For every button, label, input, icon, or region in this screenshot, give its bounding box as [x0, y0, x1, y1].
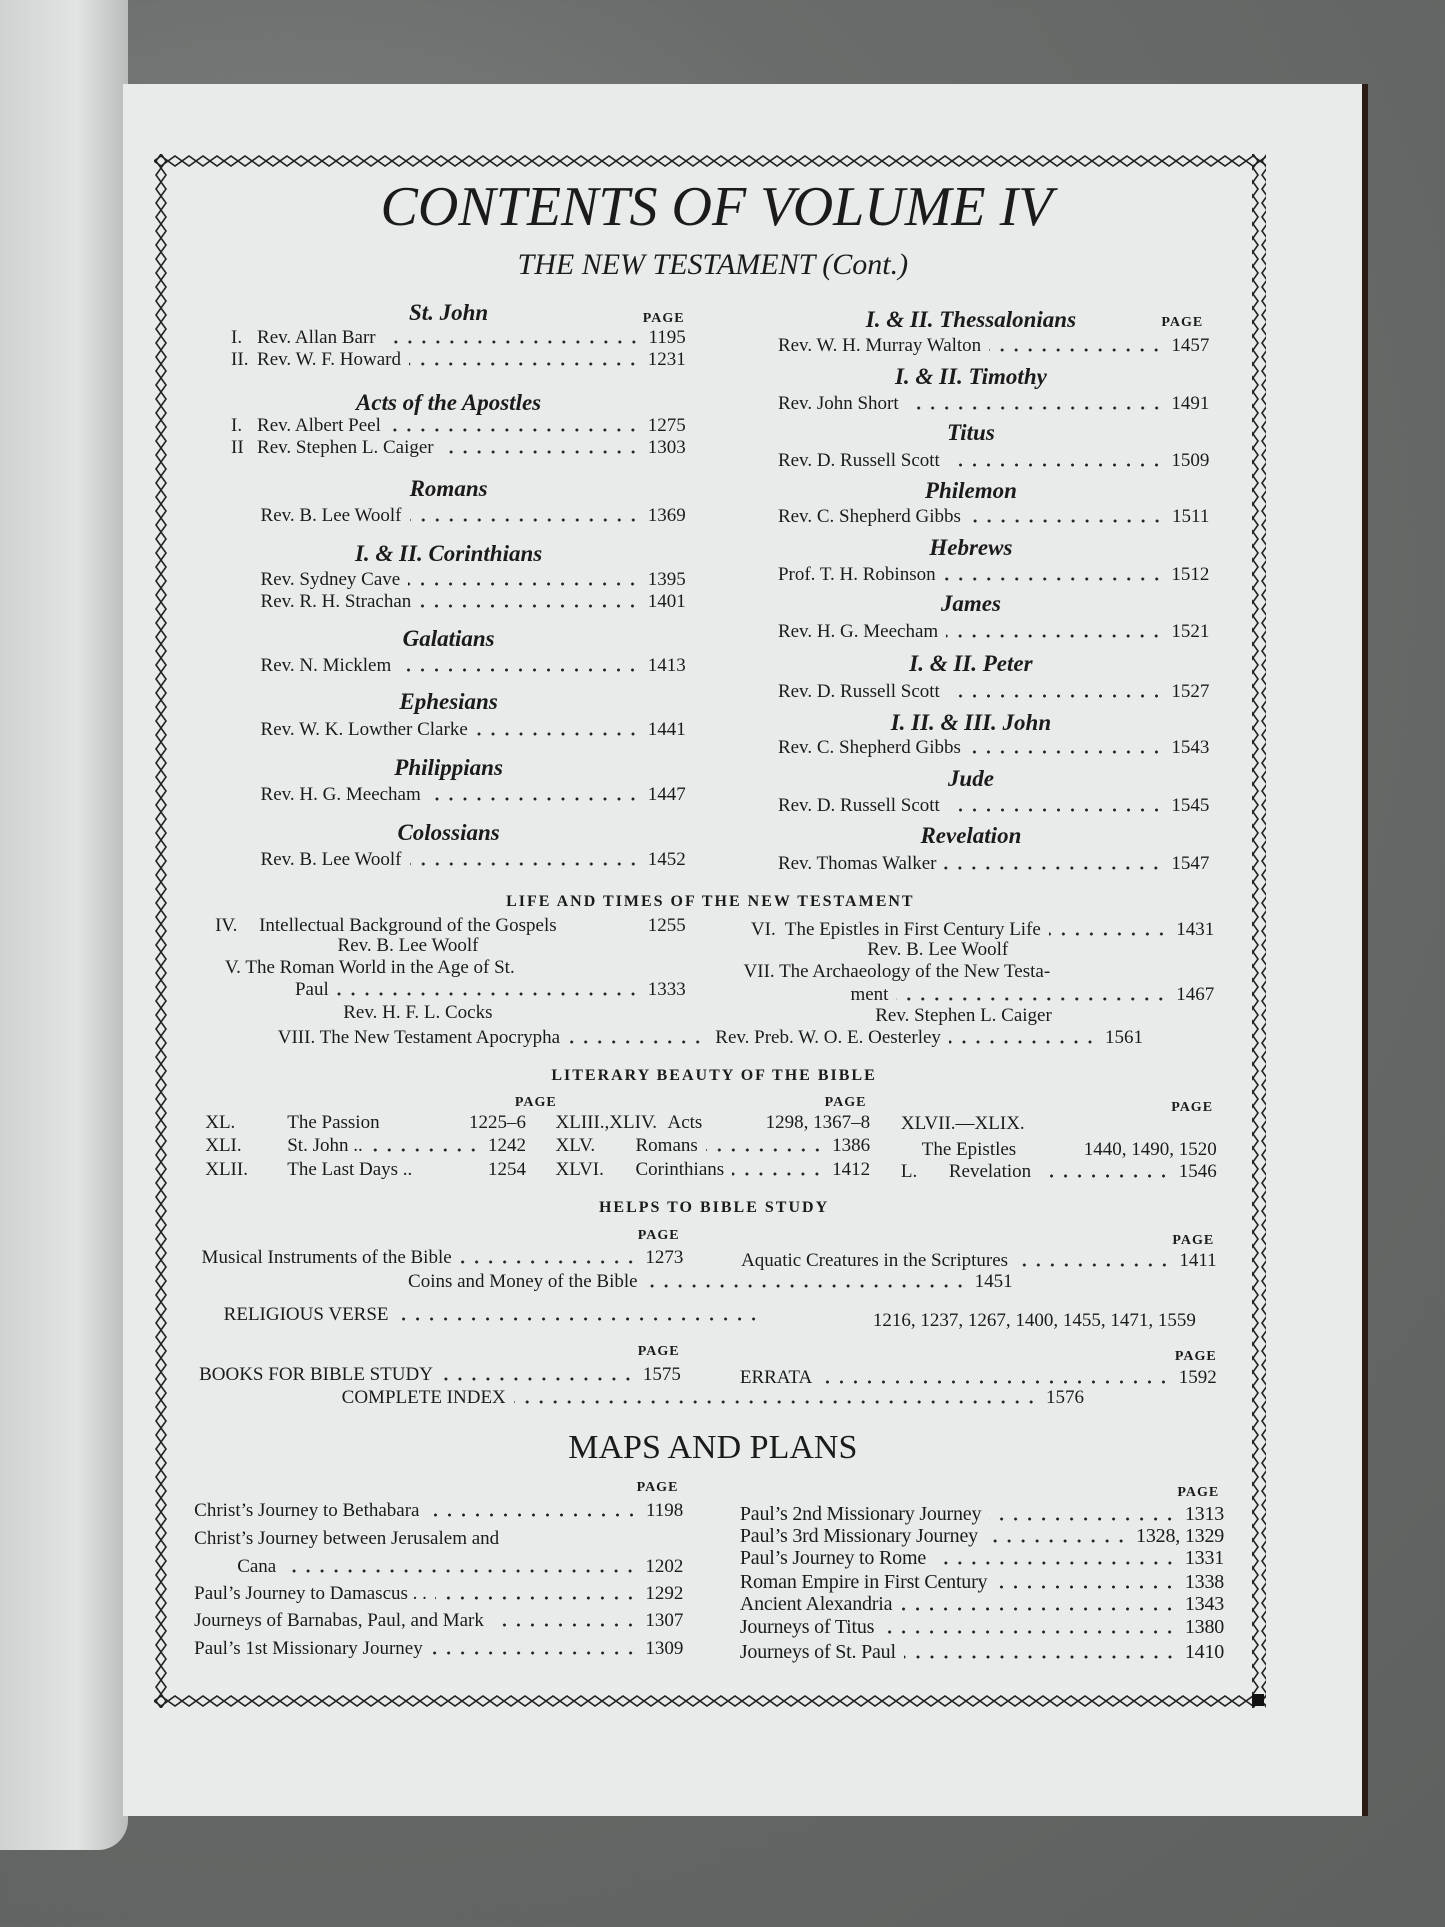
page-number: 1254: [488, 1158, 526, 1180]
book-entry: [261, 570, 686, 589]
entry-title: Rev. H. G. Meecham: [777, 620, 939, 642]
map-entry: [740, 1594, 1224, 1614]
entry-title: Paul’s Journey to Rome: [739, 1547, 926, 1570]
dot-leader: [371, 1148, 480, 1152]
map-entry: [740, 1504, 1224, 1524]
page-number: 1512: [1171, 564, 1210, 585]
entry-title: Paul’s 2nd Missionary Journey: [739, 1502, 982, 1525]
book-heading: Ephesians: [399, 689, 498, 715]
entry-author: Rev. H. F. L. Cocks: [343, 1001, 493, 1023]
page-number: 1545: [1171, 795, 1210, 817]
page-number: 1411: [1179, 1249, 1217, 1271]
book-entry: [778, 507, 1209, 526]
book-heading: I. & II. Peter: [909, 651, 1033, 677]
book-heading: Galatians: [402, 625, 495, 651]
dot-leader: [408, 582, 640, 586]
entry-title: VII. The Archaeology of the New Testa-: [743, 960, 1051, 982]
page-number: 1431: [1176, 919, 1215, 941]
page-number: 1313: [1184, 1502, 1225, 1525]
maps-heading: MAPS AND PLANS: [568, 1429, 858, 1467]
entry-title: The Epistles in First Century Life: [784, 919, 1041, 941]
dot-leader: [568, 1040, 705, 1044]
section-heading: LITERARY BEAUTY OF THE BIBLE: [551, 1067, 877, 1085]
book-heading: Titus: [947, 420, 995, 446]
dot-leader: [442, 450, 640, 454]
page-number: 1333: [647, 979, 686, 1001]
entry-title: Rev. B. Lee Woolf: [260, 505, 402, 526]
dot-leader: [507, 1541, 675, 1545]
page-number: 1225–6: [469, 1112, 526, 1134]
dot-leader: [397, 1317, 761, 1321]
page-number: 1309: [645, 1638, 684, 1660]
book-heading: I. & II. Thessalonians: [865, 307, 1077, 333]
page-number: 1369: [647, 505, 686, 526]
dot-leader: [1039, 1174, 1171, 1178]
page-column-label: PAGE: [642, 311, 685, 327]
map-entry: [740, 1642, 1224, 1662]
entry-number: I.: [231, 415, 243, 437]
entry-title: BOOKS FOR BIBLE STUDY: [199, 1364, 433, 1386]
dot-leader: [732, 1172, 824, 1176]
literary-entry: [205, 1136, 526, 1155]
book-heading: Philemon: [924, 478, 1017, 504]
page-number: 1543: [1171, 737, 1210, 759]
page-number: 1575: [642, 1364, 681, 1386]
map-entry: [740, 1526, 1224, 1546]
entry-title: Paul: [294, 979, 329, 1001]
literary-entry: [205, 1160, 526, 1179]
page-title: CONTENTS OF VOLUME IV: [380, 176, 1053, 239]
page-number: 1303: [647, 437, 686, 459]
entry-title: Rev. W. H. Murray Walton: [777, 335, 982, 357]
book-heading: I. & II. Timothy: [894, 363, 1047, 389]
page-number: 1338: [1184, 1570, 1225, 1593]
helps-entry: [741, 1251, 1217, 1270]
dot-leader: [949, 1040, 1097, 1044]
dot-leader: [986, 1539, 1128, 1543]
page-number: 1412: [832, 1158, 871, 1180]
entry-title: COMPLETE INDEX: [341, 1387, 506, 1409]
entry-title: Musical Instruments of the Bible: [201, 1247, 452, 1269]
page-number: 1491: [1171, 393, 1210, 415]
entry-number: XLV.: [555, 1135, 596, 1157]
dot-leader: [948, 808, 1164, 812]
dot-leader: [944, 577, 1164, 581]
dot-leader: [948, 463, 1164, 467]
book-entry: [778, 796, 1209, 815]
book-heading: Romans: [409, 475, 488, 501]
entry-title: Rev. Thomas Walker: [777, 852, 937, 874]
section-heading: LIFE AND TIMES OF THE NEW TESTAMENT: [506, 892, 915, 910]
page-number: 1307: [645, 1609, 684, 1631]
entry-title: Romans: [635, 1135, 698, 1157]
page-number: 1401: [647, 591, 686, 613]
page-number: 1242: [488, 1135, 526, 1157]
entry-title: Roman Empire in First Century: [739, 1570, 988, 1593]
dot-leader: [420, 1172, 480, 1176]
page-number: 1386: [832, 1135, 871, 1157]
complete-index-entry: [342, 1388, 1084, 1407]
page-number: 1467: [1176, 984, 1215, 1006]
dot-leader: [989, 348, 1163, 352]
book-entry: [778, 336, 1209, 355]
entry-number: XLVI.: [555, 1158, 604, 1180]
dot-leader: [969, 519, 1164, 523]
dot-leader: [882, 1630, 1177, 1634]
page-number: 1452: [647, 849, 686, 871]
literary-entry: [922, 1140, 1217, 1159]
page-number: 1413: [647, 654, 686, 676]
book-heading: St. John: [408, 299, 489, 325]
entry-number: L.: [900, 1161, 918, 1183]
book-entry: [778, 682, 1209, 701]
page-column-label: PAGE: [637, 1228, 680, 1244]
entry-number: VI.: [750, 919, 776, 941]
page-number: 1255: [647, 915, 686, 937]
page-column-label: PAGE: [1174, 1348, 1217, 1364]
book-heading: I. II. & III. John: [890, 710, 1052, 736]
life-times-entry: [850, 985, 1214, 1004]
book-entry: [261, 506, 686, 525]
life-times-entry: [278, 1028, 713, 1047]
dot-leader: [646, 1284, 967, 1288]
dot-leader: [431, 1651, 638, 1655]
dot-leader: [410, 518, 640, 522]
dot-leader: [904, 1655, 1177, 1659]
map-entry: [740, 1617, 1224, 1637]
books-study-entry: [199, 1365, 681, 1384]
dot-leader: [441, 1377, 635, 1381]
entry-author: Rev. B. Lee Woolf: [867, 938, 1009, 960]
book-entry: [778, 394, 1209, 413]
entry-title: Journeys of St. Paul: [739, 1640, 896, 1663]
page-column-label: PAGE: [1172, 1233, 1215, 1249]
entry-title: Prof. T. H. Robinson: [777, 564, 936, 585]
page-number: 1273: [645, 1247, 684, 1269]
book-heading: Hebrews: [929, 534, 1013, 560]
page-column-label: PAGE: [514, 1095, 557, 1111]
religious-verse-pages: 1216, 1237, 1267, 1400, 1455, 1471, 1559: [872, 1310, 1196, 1331]
life-times-entry: [215, 916, 686, 935]
entry-title: Rev. D. Russell Scott: [777, 680, 940, 702]
dot-leader: [995, 1585, 1177, 1589]
entry-author: Rev. B. Lee Woolf: [337, 935, 479, 957]
entry-number: XL.: [205, 1112, 236, 1134]
entry-number: I.: [231, 326, 243, 348]
life-times-entry: [715, 1028, 1143, 1047]
page-number: 1547: [1171, 852, 1210, 874]
dot-leader: [948, 694, 1164, 698]
page-number: 1457: [1171, 335, 1210, 357]
book-heading: Philippians: [394, 754, 503, 780]
religious-verse-entry: [224, 1305, 768, 1324]
map-entry: [194, 1584, 683, 1603]
entry-title: Rev. C. Shepherd Gibbs: [777, 737, 961, 759]
page-number: 1447: [647, 783, 686, 805]
literary-entry: [556, 1160, 871, 1179]
entry-title: Rev. Stephen L. Caiger: [257, 437, 434, 459]
book-entry: [261, 850, 686, 869]
page-subtitle: THE NEW TESTAMENT (Cont.): [517, 247, 909, 281]
page-number: 1292: [645, 1582, 684, 1604]
book-entry: [778, 451, 1209, 470]
dot-leader: [989, 1517, 1177, 1521]
dot-leader: [384, 340, 641, 344]
entry-title: Journeys of Titus: [739, 1616, 875, 1639]
entry-title: Cana: [237, 1555, 277, 1577]
dot-leader: [1049, 932, 1168, 936]
dot-leader: [388, 1125, 461, 1129]
dot-leader: [460, 1260, 638, 1264]
page-number: 1410: [1184, 1640, 1225, 1663]
page-number: 1198: [646, 1500, 684, 1522]
dot-leader: [492, 1623, 637, 1627]
page-number: 1275: [647, 415, 686, 437]
dot-leader: [969, 750, 1163, 754]
book-entry: [778, 565, 1209, 584]
entry-title: VIII. The New Testament Apocrypha: [277, 1027, 561, 1049]
book-heading: James: [940, 591, 1001, 617]
entry-number: XLI.: [205, 1135, 242, 1157]
dot-leader: [284, 1569, 637, 1573]
entry-title: Rev. W. F. Howard: [257, 348, 402, 370]
entry-number: XLII.: [205, 1158, 248, 1180]
entry-title: ERRATA: [739, 1366, 813, 1388]
entry-title: Aquatic Creatures in the Scriptures: [741, 1249, 1009, 1271]
page-number: 1343: [1184, 1592, 1225, 1615]
dot-leader: [706, 1148, 824, 1152]
page-number: 1298, 1367–8: [765, 1112, 871, 1134]
page-number: 1195: [648, 326, 686, 348]
page-number: 1509: [1171, 449, 1210, 471]
dot-leader: [934, 1561, 1177, 1565]
map-entry: [194, 1611, 683, 1630]
page-number: 1546: [1178, 1161, 1217, 1183]
dot-leader: [944, 866, 1163, 870]
facing-page-edge: [0, 0, 128, 1850]
dot-leader: [896, 997, 1168, 1001]
entry-title: Rev. John Short: [777, 393, 899, 415]
helps-entry: [408, 1272, 1013, 1291]
errata-entry: [740, 1368, 1217, 1387]
entry-title: Rev. Albert Peel: [257, 415, 381, 437]
entry-title: Journeys of Barnabas, Paul, and Mark: [194, 1609, 484, 1631]
book-heading: Acts of the Apostles: [356, 389, 542, 415]
page-number: 1380: [1184, 1616, 1225, 1639]
dot-leader: [429, 797, 640, 801]
dot-leader: [565, 928, 640, 932]
literary-entry: [556, 1113, 871, 1132]
literary-entry: [901, 1162, 1217, 1181]
entry-title: Rev. Allan Barr: [257, 326, 376, 348]
dot-leader: [1024, 1152, 1076, 1156]
page-column-label: PAGE: [1161, 315, 1204, 331]
page-number: 1451: [974, 1270, 1013, 1292]
map-entry: [740, 1548, 1224, 1568]
entry-title: The Epistles: [921, 1139, 1017, 1161]
dot-leader: [428, 1513, 639, 1517]
dot-leader: [820, 1380, 1170, 1384]
entry-title: ment: [850, 984, 889, 1006]
entry-title: Revelation: [948, 1161, 1032, 1183]
entry-title: Rev. H. G. Meecham: [260, 783, 421, 805]
entry-title: Intellectual Background of the Gospels: [259, 915, 557, 937]
book-heading: Colossians: [397, 819, 500, 845]
dot-leader: [435, 1596, 637, 1600]
book-heading: Jude: [947, 765, 994, 791]
map-entry: [194, 1529, 683, 1548]
page-number: 1328, 1329: [1136, 1525, 1225, 1548]
entry-title: Rev. D. Russell Scott: [777, 795, 940, 817]
entry-title: Rev. W. K. Lowther Clarke: [260, 718, 468, 740]
entry-author: Rev. Stephen L. Caiger: [875, 1005, 1052, 1027]
map-entry: [194, 1639, 683, 1658]
entry-title: Rev. D. Russell Scott: [777, 449, 940, 471]
book-heading: I. & II. Corinthians: [354, 540, 543, 566]
life-times-entry: [295, 980, 686, 999]
entry-title: Rev. R. H. Strachan: [260, 591, 412, 613]
dot-leader: [514, 1400, 1038, 1404]
page-number: 1576: [1045, 1387, 1084, 1409]
page-number: 1527: [1171, 680, 1210, 702]
entry-title: Paul’s Journey to Damascus . .: [194, 1582, 427, 1604]
dot-leader: [1016, 1263, 1171, 1267]
entry-title: Rev. B. Lee Woolf: [260, 849, 402, 871]
entry-title: Rev. N. Micklem: [260, 654, 392, 676]
literary-entry-number: XLVII.—XLIX.: [900, 1113, 1025, 1135]
page-column-label: PAGE: [1177, 1485, 1220, 1501]
map-entry: [194, 1501, 683, 1520]
literary-entry: [556, 1136, 871, 1155]
dot-leader: [946, 634, 1163, 638]
book-entry: [778, 622, 1209, 641]
page-number: 1441: [647, 718, 686, 740]
dot-leader: [337, 992, 640, 996]
page-number: 1331: [1184, 1547, 1225, 1570]
page-number: 1511: [1172, 506, 1210, 528]
book-entry: [778, 738, 1209, 757]
map-entry: [740, 1572, 1224, 1592]
dot-leader: [410, 862, 640, 866]
entry-title: Rev. C. Shepherd Gibbs: [777, 506, 961, 528]
page-number: 1521: [1171, 620, 1210, 642]
page-number: 1440, 1490, 1520: [1083, 1139, 1217, 1161]
helps-entry: [202, 1248, 684, 1267]
page-number: 1231: [647, 348, 686, 370]
page-column-label: PAGE: [636, 1480, 679, 1496]
entry-title: St. John ..: [287, 1135, 363, 1157]
entry-title: Christ’s Journey to Bethabara: [194, 1500, 420, 1522]
entry-title: Christ’s Journey between Jerusalem and: [194, 1527, 500, 1549]
entry-title: Corinthians: [635, 1158, 725, 1180]
entry-title: Paul’s 1st Missionary Journey: [194, 1638, 423, 1660]
entry-title: Ancient Alexandria: [739, 1592, 893, 1615]
entry-title: V. The Roman World in the Age of St.: [224, 957, 515, 979]
book-entry: [778, 854, 1209, 873]
entry-number: IV.: [215, 915, 238, 937]
entry-title: RELIGIOUS VERSE: [223, 1303, 389, 1325]
entry-title: The Last Days ..: [287, 1158, 413, 1180]
entry-title: Acts: [667, 1112, 703, 1134]
map-entry: [237, 1557, 683, 1576]
entry-number: II: [231, 437, 244, 459]
page-column-label: PAGE: [637, 1343, 680, 1359]
page-number: 1395: [647, 568, 686, 590]
literary-entry: [205, 1113, 526, 1132]
entry-number: II.: [231, 348, 249, 370]
page-column-label: PAGE: [1171, 1100, 1214, 1116]
dot-leader: [907, 406, 1164, 410]
life-times-entry: [751, 920, 1214, 939]
book-heading: Revelation: [920, 823, 1022, 849]
dot-leader: [710, 1125, 757, 1129]
page-number: 1592: [1178, 1366, 1217, 1388]
entry-title: Rev. Preb. W. O. E. Oesterley: [715, 1027, 941, 1049]
entry-title: Paul’s 3rd Missionary Journey: [739, 1525, 978, 1548]
entry-title: Coins and Money of the Bible: [408, 1270, 638, 1292]
entry-title: Rev. Sydney Cave: [260, 568, 401, 590]
section-heading: HELPS TO BIBLE STUDY: [598, 1198, 830, 1216]
page-column-label: PAGE: [824, 1095, 867, 1111]
entry-number: XLIII.,XLIV.: [555, 1112, 657, 1134]
entry-title: The Passion: [287, 1112, 380, 1134]
dot-leader: [900, 1607, 1177, 1611]
page-number: 1202: [645, 1555, 684, 1577]
page-number: 1561: [1104, 1027, 1143, 1049]
